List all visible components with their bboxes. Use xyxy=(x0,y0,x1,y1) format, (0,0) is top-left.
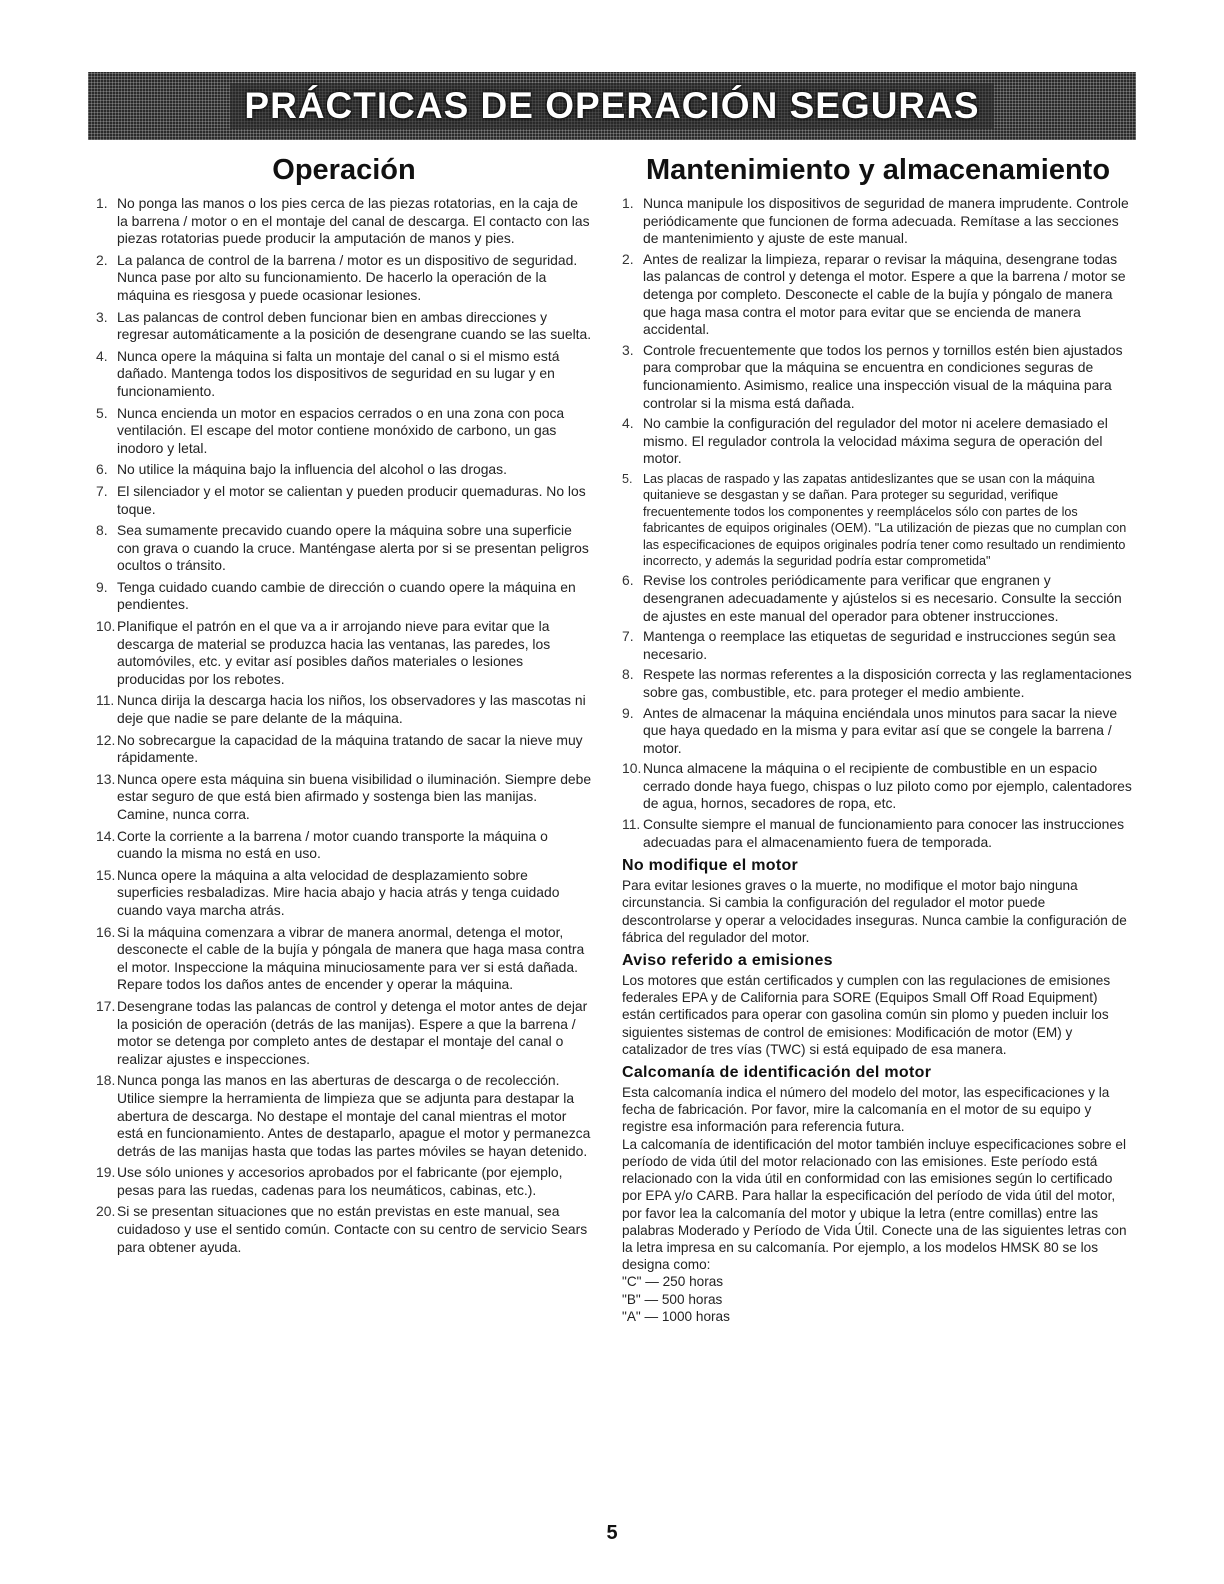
list-item: 11. Nunca dirija la descarga hacia los niños, los observadores y las mascotas ni deje que nadie se pare delante de la máquina. xyxy=(96,692,586,727)
list-item: 15. Nunca opere la máquina a alta velocidad de desplazamiento sobre superficies resbaladizas. Mire hacia abajo y hacia atrás y tenga cuidado cuando vaya marcha atrás. xyxy=(96,866,560,918)
operation-title: Operación xyxy=(272,154,416,186)
list-item: 2. La palanca de control de la barrena / motor es un dispositivo de seguridad. Nunca pase por alto su funcionamiento. De hacerlo la operación de la máquina es riesgosa y puede ocasionar lesiones. xyxy=(96,251,578,303)
page-number: 5 xyxy=(606,1522,618,1544)
list-item: 4. Nunca opere la máquina si falta un montaje del canal o si el mismo está dañado. Mantenga todos los dispositivos de seguridad en su lugar y en funcionamiento. xyxy=(96,347,560,399)
list-item: 18. Nunca ponga las manos en las aberturas de descarga o de recolección. Utilice siempre la herramienta de limpieza que se adjunta para destapar la abertura de descarga. No destape el montaje del canal mientras el motor está en funcionamiento. Antes de destaparlo, apague el motor y permanezca detrás de las manijas hasta que todas las partes móviles se hayan detenido. xyxy=(96,1072,591,1159)
list-item: 6. Revise los controles periódicamente para verificar que engranen y desengranen adecuadamente y ajústelos si es necesario. Consulte la sección de ajustes en este manual del operador para obtener instrucciones. xyxy=(622,572,1122,624)
list-item: 14. Corte la corriente a la barrena / motor cuando transporte la máquina o cuando la misma no está en uso. xyxy=(96,827,548,862)
banner-title: PRÁCTICAS DE OPERACIÓN SEGURAS xyxy=(230,83,993,129)
list-item: 2. Antes de realizar la limpieza, reparar o revisar la máquina, desengrane todas las palancas de control y detenga el motor. Espere a que la barrena / motor se detenga por completo. Desconecte el cable de la bujía y póngalo de manera que haga masa contra el motor para evitar que se encienda de manera accidental. xyxy=(622,250,1126,338)
list-item: 11. Consulte siempre el manual de funcionamiento para conocer las instrucciones adecuadas para el almacenamiento fuera de temporada. xyxy=(622,816,1125,850)
list-item: 1. Nunca manipule los dispositivos de seguridad de manera imprudente. Controle periódicamente que funcionen de forma adecuada. Remítase a las secciones de mantenimiento y ajuste de este manual. xyxy=(622,195,1129,247)
list-item: 20. Si se presentan situaciones que no están previstas en este manual, sea cuidadoso y use el sentido común. Contacte con su centro de servicio Sears para obtener ayuda. xyxy=(96,1203,588,1255)
list-item: 19. Use sólo uniones y accesorios aprobados por el fabricante (por ejemplo, pesas para las ruedas, cadenas para los neumáticos, cabinas, etc.). xyxy=(96,1164,563,1198)
operation-list xyxy=(96,195,592,1256)
decal-code: "B" — 500 horas xyxy=(622,1291,723,1307)
list-item: 5. Nunca encienda un motor en espacios cerrados o en una zona con poca ventilación. El escape del motor contiene monóxido de carbono, un gas inodoro y letal. xyxy=(96,404,565,456)
emissions-text: Los motores que están certificados y cumplen con las regulaciones de emisiones federales EPA y de California para SORE (Equipos Small Off Road Equipment) están certificados para operar con gasolina común sin plomo y pueden incluir los siguientes sistemas de control de emisiones: Modificación de motor (EM) y catalizador de tres vías (TWC) si está equipado de esa manera. xyxy=(622,973,1111,1057)
no-modify-text: Para evitar lesiones graves o la muerte, no modifique el motor bajo ninguna circunstancia. Si cambia la configuración del regulador el motor puede descontrolarse y operar a velocidades inseguras. Nunca cambie la configuración de fábrica del regulador del motor. xyxy=(622,878,1127,945)
list-item: 6. No utilice la máquina bajo la influencia del alcohol o las drogas. xyxy=(96,461,507,478)
list-item: 5. Las placas de raspado y las zapatas antideslizantes que se usan con la máquina quitanieve se desgastan y se dañan. Para proteger su seguridad, verifique frecuentemente todos los componentes y reemplácelos sólo con partes de los fabricantes de equipos originales (OEM). "La utilización de piezas que no cumplan con las especificaciones de equipos originales podría tener como resultado un rendimiento incorrecto, y además la seguridad podría estar comprometida" xyxy=(622,471,1127,568)
maintenance-list xyxy=(622,195,1134,851)
list-item: 7. El silenciador y el motor se calientan y pueden producir quemaduras. No los toque. xyxy=(96,482,586,517)
list-item: 8. Respete las normas referentes a la disposición correcta y las reglamentaciones sobre gas, combustible, etc. para proteger el medio ambiente. xyxy=(622,666,1132,700)
decal-text-1: Esta calcomanía indica el número del modelo del motor, las especificaciones y la fecha de fabricación. Por favor, mire la calcomanía en el motor de su equipo y registre esa información para referencia futura. xyxy=(622,1085,1110,1135)
list-item: 17. Desengrane todas las palancas de control y detenga el motor antes de dejar la posición de operación (detrás de las manijas). Espere a que la barrena / motor se detenga por completo antes de destapar el montaje del canal o realizar ajustes e inspecciones. xyxy=(96,997,588,1067)
list-item: 9. Tenga cuidado cuando cambie de dirección o cuando opere la máquina en pendientes. xyxy=(96,578,576,613)
decal-heading: Calcomanía de identificación del motor xyxy=(622,1064,932,1082)
emissions-heading: Aviso referido a emisiones xyxy=(622,952,833,970)
decal-code: "A" — 1000 horas xyxy=(622,1308,730,1324)
list-item: 7. Mantenga o reemplace las etiquetas de seguridad e instrucciones según sea necesario. xyxy=(622,628,1116,662)
decal-code: "C" — 250 horas xyxy=(622,1274,724,1290)
operation-column xyxy=(96,150,592,1260)
list-item: 10. Planifique el patrón en el que va a ir arrojando nieve para evitar que la descarga de material se produzca hacia las ventanas, las paredes, los automóviles, etc. y evitar así posibles daños materiales o lesiones producidas por los rebotes. xyxy=(96,618,551,687)
list-item: 9. Antes de almacenar la máquina enciéndala unos minutos para sacar la nieve que haya quedado en la misma y para evitar así que se congele la barrena / motor. xyxy=(622,704,1118,756)
maintenance-column xyxy=(622,150,1134,1325)
maintenance-title: Mantenimiento y almacenamiento xyxy=(645,154,1111,186)
list-item: 3. Controle frecuentemente que todos los pernos y tornillos estén bien ajustados para comprobar que la máquina se encuentra en condiciones seguras de funcionamiento. Asimismo, realice una inspección visual de la máquina para controlar si la misma está dañada. xyxy=(622,341,1123,411)
list-item: 12. No sobrecargue la capacidad de la máquina tratando de sacar la nieve muy rápidamente. xyxy=(96,731,583,766)
list-item: 8. Sea sumamente precavido cuando opere la máquina sobre una superficie con grava o cuando la cruce. Manténgase alerta por si se presentan peligros ocultos o tránsito. xyxy=(96,522,589,574)
list-item: 3. Las palancas de control deben funcionar bien en ambas direcciones y regresar automáticamente a la posición de desengrane cuando se las suelta. xyxy=(96,308,592,343)
section-banner xyxy=(88,72,1136,140)
decal-text-2: La calcomanía de identificación del motor también incluye especificaciones sobre el período de vida útil del motor relacionado con las emisiones. Este período está relacionado con la vida útil en conformidad con las emisiones según lo certificado por EPA y/o CARB. Para hallar la especificación del período de vida útil del motor, por favor lea la calcomanía del motor y ubique la letra (entre comillas) entre las palabras Moderado y Período de Vida Útil. Conecte una de las siguientes letras con la letra impresa en su calcomanía. Por ejemplo, a los modelos HMSK 80 se los designa como: xyxy=(622,1136,1127,1273)
no-modify-heading: No modifique el motor xyxy=(622,857,799,875)
list-item: 1. No ponga las manos o los pies cerca de las piezas rotatorias, en la caja de la barrena / motor o en el montaje del canal de descarga. El contacto con las piezas rotatorias puede producir la amputación de manos y pies. xyxy=(96,195,590,247)
list-item: 13. Nunca opere esta máquina sin buena visibilidad o iluminación. Siempre debe estar seguro de que está bien afirmado y sostenga bien las manijas. Camine, nunca corra. xyxy=(96,770,592,822)
list-item: 10. Nunca almacene la máquina o el recipiente de combustible en un espacio cerrado donde haya fuego, chispas o luz piloto como por ejemplo, calentadores de agua, hornos, secadores de ropa, etc. xyxy=(622,760,1132,812)
list-item: 16. Si la máquina comenzara a vibrar de manera anormal, detenga el motor, desconecte el cable de la bujía y póngala de manera que haga masa contra el motor. Inspeccione la máquina minuciosamente para ver si está dañada. Repare todos los daños antes de encender y operar la máquina. xyxy=(96,923,585,993)
list-item: 4. No cambie la configuración del regulador del motor ni acelere demasiado el mismo. El regulador controla la velocidad máxima segura de operación del motor. xyxy=(622,415,1108,467)
